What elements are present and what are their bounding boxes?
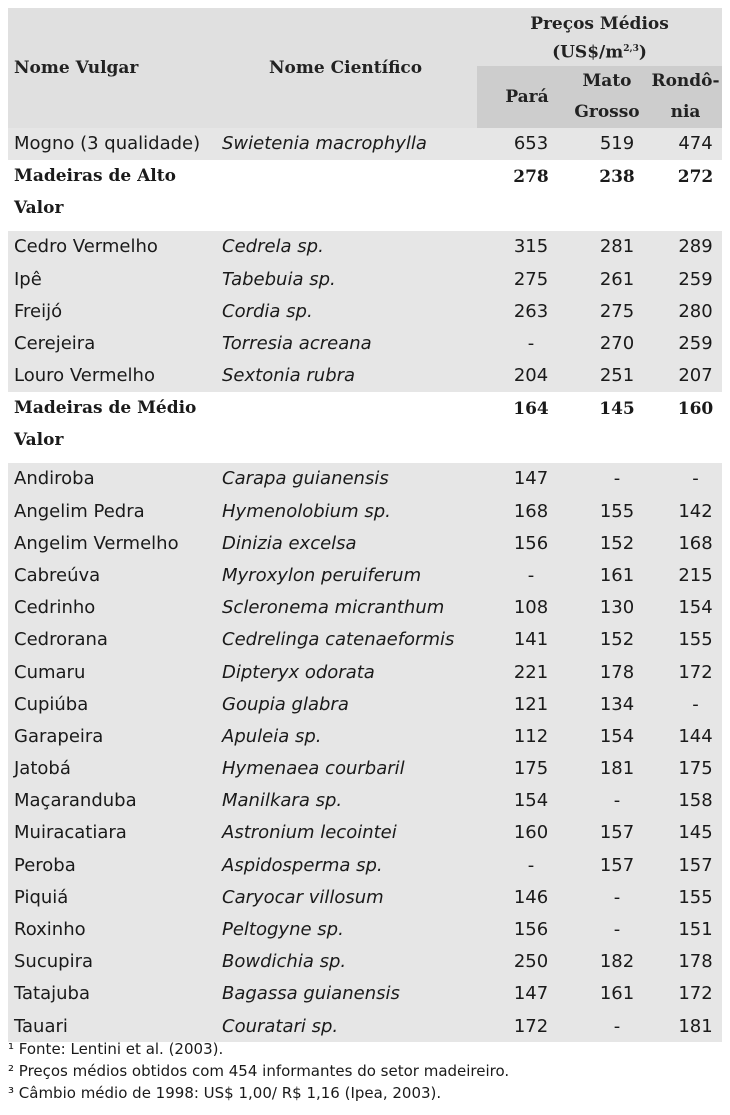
cell-para: 168 — [477, 495, 565, 527]
cell-mato-grosso: 182 — [565, 946, 649, 978]
footnote-1: ¹ Fonte: Lentini et al. (2003). — [8, 1040, 224, 1058]
table-row — [8, 978, 722, 1010]
group-row — [8, 160, 722, 231]
table-row — [8, 495, 722, 527]
table-row — [8, 559, 722, 591]
cell-nome-cientifico: Dinizia excelsa — [219, 527, 477, 559]
table-row — [8, 656, 722, 688]
cell-mato-grosso: - — [565, 881, 649, 913]
cell-mato-grosso: 154 — [565, 720, 649, 752]
cell-rondonia: 178 — [649, 946, 722, 978]
cell-rondonia: 175 — [649, 752, 722, 784]
cell-mato-grosso: 161 — [565, 559, 649, 591]
cell-para: 156 — [477, 913, 565, 945]
cell-mato-grosso: 155 — [565, 495, 649, 527]
cell-mato-grosso: 238 — [565, 160, 649, 231]
table-row — [8, 463, 722, 495]
cell-nome-cientifico: Hymenolobium sp. — [219, 495, 477, 527]
cell-nome-cientifico: Manilkara sp. — [219, 785, 477, 817]
cell-para: 275 — [477, 263, 565, 295]
cell-mato-grosso: 261 — [565, 263, 649, 295]
table-row — [8, 720, 722, 752]
cell-nome-vulgar: Cupiúba — [8, 688, 219, 720]
header-para: Pará — [477, 66, 565, 128]
cell-nome-cientifico: Sextonia rubra — [219, 360, 477, 392]
cell-nome-cientifico: Apuleia sp. — [219, 720, 477, 752]
cell-nome-vulgar: Madeiras de Alto Valor — [8, 160, 219, 231]
cell-mato-grosso: 281 — [565, 231, 649, 263]
table-row — [8, 785, 722, 817]
cell-nome-vulgar: Sucupira — [8, 946, 219, 978]
cell-nome-cientifico: Hymenaea courbaril — [219, 752, 477, 784]
table-row — [8, 263, 722, 295]
cell-rondonia: 155 — [649, 881, 722, 913]
cell-mato-grosso: 130 — [565, 592, 649, 624]
cell-para: 263 — [477, 295, 565, 327]
cell-rondonia: 259 — [649, 327, 722, 359]
cell-nome-cientifico: Swietenia macrophylla — [219, 128, 477, 160]
cell-mato-grosso: 157 — [565, 849, 649, 881]
cell-nome-cientifico: Cedrelinga catenaeformis — [219, 624, 477, 656]
cell-rondonia: 168 — [649, 527, 722, 559]
cell-rondonia: - — [649, 688, 722, 720]
cell-mato-grosso: 161 — [565, 978, 649, 1010]
cell-rondonia: 215 — [649, 559, 722, 591]
cell-para: 112 — [477, 720, 565, 752]
table-row — [8, 527, 722, 559]
cell-rondonia: 172 — [649, 656, 722, 688]
cell-nome-cientifico: Bagassa guianensis — [219, 978, 477, 1010]
cell-nome-cientifico: Couratari sp. — [219, 1010, 477, 1042]
cell-para: 278 — [477, 160, 565, 231]
cell-rondonia: 155 — [649, 624, 722, 656]
cell-nome-cientifico: Astronium lecointei — [219, 817, 477, 849]
table-row — [8, 688, 722, 720]
cell-nome-vulgar: Mogno (3 qualidade) — [8, 128, 219, 160]
cell-rondonia: 151 — [649, 913, 722, 945]
cell-nome-vulgar: Garapeira — [8, 720, 219, 752]
cell-para: 147 — [477, 463, 565, 495]
cell-para: 141 — [477, 624, 565, 656]
cell-para: 147 — [477, 978, 565, 1010]
cell-mato-grosso: 152 — [565, 624, 649, 656]
table-row — [8, 128, 722, 160]
table-row — [8, 624, 722, 656]
footnote-3: ³ Câmbio médio de 1998: US$ 1,00/ R$ 1,16 (Ipea, 2003). — [8, 1084, 442, 1102]
cell-rondonia: 280 — [649, 295, 722, 327]
cell-nome-cientifico — [219, 392, 477, 463]
cell-rondonia: 259 — [649, 263, 722, 295]
cell-para: 315 — [477, 231, 565, 263]
cell-nome-vulgar: Roxinho — [8, 913, 219, 945]
header-rondonia: Rondô- nia — [649, 66, 722, 128]
cell-para: 653 — [477, 128, 565, 160]
cell-mato-grosso: 134 — [565, 688, 649, 720]
cell-para: 221 — [477, 656, 565, 688]
cell-mato-grosso: 178 — [565, 656, 649, 688]
cell-nome-vulgar: Cedrinho — [8, 592, 219, 624]
cell-rondonia: 207 — [649, 360, 722, 392]
cell-nome-cientifico: Aspidosperma sp. — [219, 849, 477, 881]
cell-nome-vulgar: Ipê — [8, 263, 219, 295]
header-precos-medios: Preços Médios $(US\$/m^{2,3})$ — [477, 8, 722, 66]
cell-rondonia: 172 — [649, 978, 722, 1010]
cell-nome-cientifico: Myroxylon peruiferum — [219, 559, 477, 591]
cell-nome-cientifico: Cedrela sp. — [219, 231, 477, 263]
cell-mato-grosso: 519 — [565, 128, 649, 160]
cell-nome-cientifico: Peltogyne sp. — [219, 913, 477, 945]
cell-nome-vulgar: Freijó — [8, 295, 219, 327]
cell-nome-vulgar: Peroba — [8, 849, 219, 881]
cell-para: 250 — [477, 946, 565, 978]
cell-mato-grosso: - — [565, 463, 649, 495]
table-row — [8, 913, 722, 945]
group-row — [8, 392, 722, 463]
cell-rondonia: 160 — [649, 392, 722, 463]
footnotes — [8, 1038, 509, 1104]
table-row — [8, 592, 722, 624]
cell-nome-vulgar: Jatobá — [8, 752, 219, 784]
cell-para: - — [477, 849, 565, 881]
cell-mato-grosso: - — [565, 785, 649, 817]
cell-nome-vulgar: Angelim Pedra — [8, 495, 219, 527]
cell-nome-vulgar: Cedro Vermelho — [8, 231, 219, 263]
cell-nome-vulgar: Madeiras de Médio Valor — [8, 392, 219, 463]
cell-nome-vulgar: Angelim Vermelho — [8, 527, 219, 559]
cell-nome-vulgar: Cedrorana — [8, 624, 219, 656]
table-row — [8, 881, 722, 913]
header-nome-cientifico: Nome Científico — [219, 8, 477, 128]
cell-nome-vulgar: Piquiá — [8, 881, 219, 913]
header-mato-grosso: Mato Grosso — [565, 66, 649, 128]
table-row — [8, 360, 722, 392]
footnote-2: ² Preços médios obtidos com 454 informantes do setor madeireiro. — [8, 1062, 510, 1080]
cell-para: - — [477, 327, 565, 359]
table-row — [8, 231, 722, 263]
cell-nome-cientifico: Cordia sp. — [219, 295, 477, 327]
cell-nome-cientifico: Scleronema micranthum — [219, 592, 477, 624]
cell-nome-vulgar: Cabreúva — [8, 559, 219, 591]
cell-nome-vulgar: Tatajuba — [8, 978, 219, 1010]
cell-mato-grosso: - — [565, 913, 649, 945]
cell-rondonia: 144 — [649, 720, 722, 752]
cell-rondonia: 289 — [649, 231, 722, 263]
cell-mato-grosso: 251 — [565, 360, 649, 392]
cell-mato-grosso: 145 — [565, 392, 649, 463]
cell-nome-vulgar: Maçaranduba — [8, 785, 219, 817]
cell-nome-vulgar: Cumaru — [8, 656, 219, 688]
cell-rondonia: 157 — [649, 849, 722, 881]
cell-rondonia: 181 — [649, 1010, 722, 1042]
cell-para: 204 — [477, 360, 565, 392]
cell-nome-cientifico: Goupia glabra — [219, 688, 477, 720]
cell-para: 154 — [477, 785, 565, 817]
cell-rondonia: - — [649, 463, 722, 495]
table-row — [8, 327, 722, 359]
cell-mato-grosso: 157 — [565, 817, 649, 849]
cell-mato-grosso: 275 — [565, 295, 649, 327]
cell-mato-grosso: 152 — [565, 527, 649, 559]
cell-nome-vulgar: Muiracatiara — [8, 817, 219, 849]
cell-nome-cientifico: Carapa guianensis — [219, 463, 477, 495]
price-table-container — [8, 8, 722, 1042]
cell-para: 164 — [477, 392, 565, 463]
cell-rondonia: 272 — [649, 160, 722, 231]
wood-price-table — [8, 8, 722, 1042]
cell-para: - — [477, 559, 565, 591]
cell-mato-grosso: 270 — [565, 327, 649, 359]
table-row — [8, 752, 722, 784]
cell-para: 156 — [477, 527, 565, 559]
cell-nome-cientifico — [219, 160, 477, 231]
table-row — [8, 849, 722, 881]
header-nome-vulgar: Nome Vulgar — [8, 8, 219, 128]
cell-nome-cientifico: Tabebuia sp. — [219, 263, 477, 295]
cell-mato-grosso: 181 — [565, 752, 649, 784]
cell-nome-vulgar: Louro Vermelho — [8, 360, 219, 392]
cell-nome-cientifico: Caryocar villosum — [219, 881, 477, 913]
cell-nome-cientifico: Dipteryx odorata — [219, 656, 477, 688]
cell-rondonia: 154 — [649, 592, 722, 624]
cell-nome-vulgar: Cerejeira — [8, 327, 219, 359]
cell-rondonia: 145 — [649, 817, 722, 849]
cell-rondonia: 474 — [649, 128, 722, 160]
table-row — [8, 295, 722, 327]
cell-nome-cientifico: Bowdichia sp. — [219, 946, 477, 978]
cell-nome-vulgar: Tauari — [8, 1010, 219, 1042]
table-row — [8, 817, 722, 849]
table-row — [8, 946, 722, 978]
cell-para: 175 — [477, 752, 565, 784]
cell-rondonia: 158 — [649, 785, 722, 817]
cell-para: 172 — [477, 1010, 565, 1042]
cell-para: 108 — [477, 592, 565, 624]
cell-nome-cientifico: Torresia acreana — [219, 327, 477, 359]
cell-nome-vulgar: Andiroba — [8, 463, 219, 495]
cell-para: 160 — [477, 817, 565, 849]
cell-para: 146 — [477, 881, 565, 913]
cell-rondonia: 142 — [649, 495, 722, 527]
cell-mato-grosso: - — [565, 1010, 649, 1042]
cell-para: 121 — [477, 688, 565, 720]
